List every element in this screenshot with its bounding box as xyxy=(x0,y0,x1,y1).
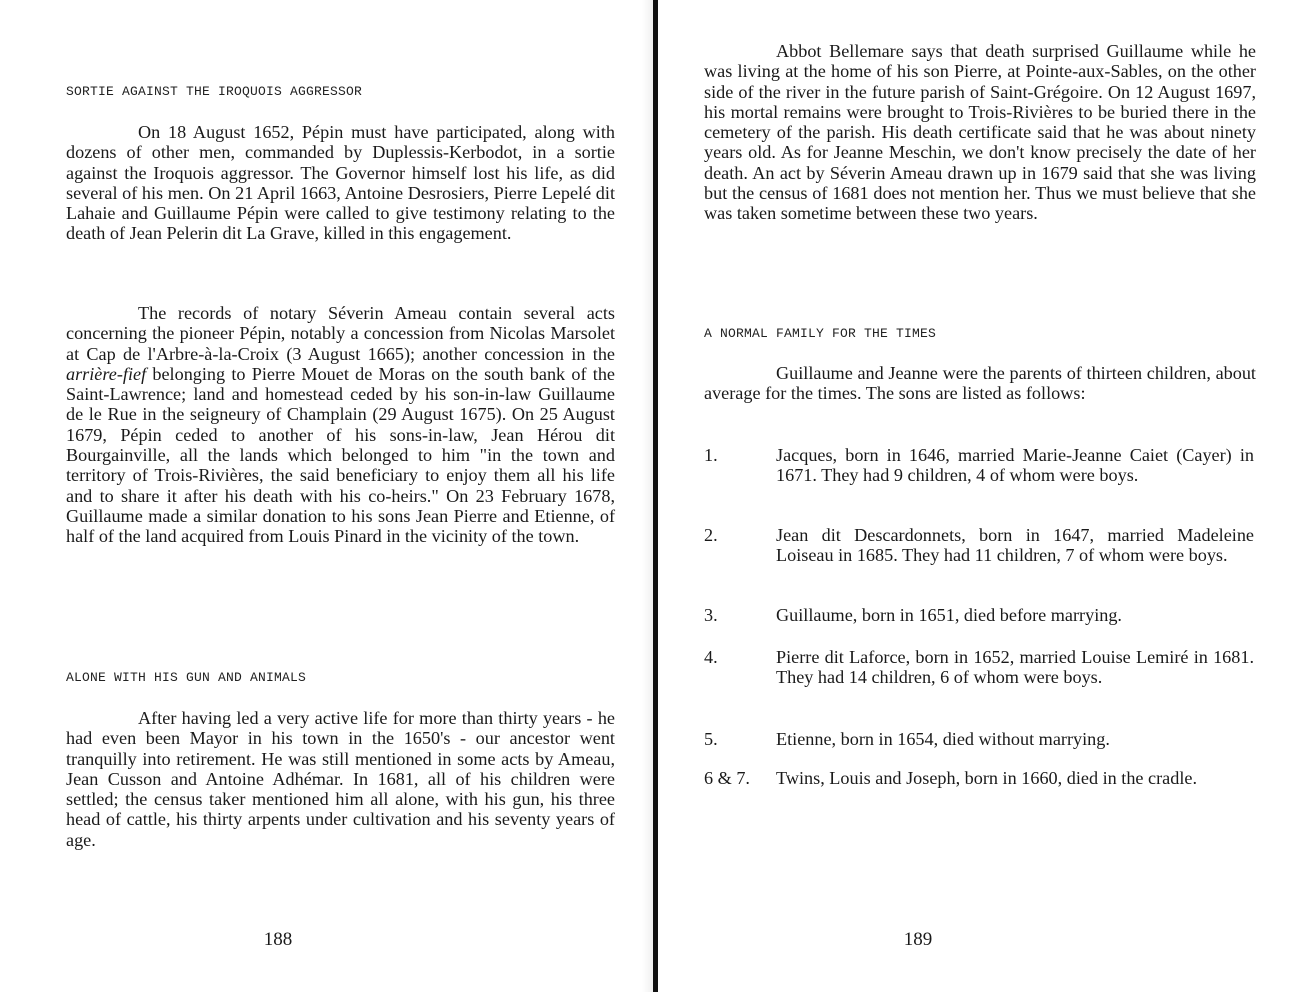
paragraph-records xyxy=(66,303,615,547)
paragraph-records-text-b: belonging to Pierre Mouet de Moras on the south bank of the Saint-Lawrence; land and homestead ceded by his son-in-law Guillaume de le Rue in the seigneury of Champlain (29 August 1675). On 25 August 1679, Pépin ceded to another of his sons-in-law, Jean Hérou dit Bourgainville, all the lands which belonged to him "in the town and territory of Trois-Rivières, the said beneficiary to enjoy them all his life and to share it after his death with his co-heirs." On 23 February 1678, Guillaume made a similar donation to his sons Jean Pierre and Etienne, of half of the land acquired from Louis Pinard in the vicinity of the town. xyxy=(66,363,615,547)
paragraph-retirement-text: After having led a very active life for more than thirty years - he had even been Mayor in his town in the 1650's - our ancestor went tranquilly into retirement. He was still mentioned in some acts by Ameau, Jean Cusson and Antoine Adhémar. In 1681, all of his children were settled; the census taker mentioned him all alone, with his gun, his three head of cattle, his thirty arpents under cultivation and his seventy years of age. xyxy=(66,708,615,850)
section-heading-family: A NORMAL FAMILY FOR THE TIMES xyxy=(704,326,937,341)
list-item-text: Twins, Louis and Joseph, born in 1660, died in the cradle. xyxy=(776,768,1198,788)
paragraph-sortie-text: On 18 August 1652, Pépin must have participated, along with dozens of other men, commanded by Duplessis-Kerbodot, in a sortie against the Iroquois aggressor. The Governor himself lost his life, as did several of his men. On 21 April 1663, Antoine Desrosiers, Pierre Lepelé dit Lahaie and Guillaume Pépin were called to give testimony relating to the death of Jean Pelerin dit La Grave, killed in this engagement. xyxy=(66,122,615,244)
list-item-text: Pierre dit Laforce, born in 1652, married Louise Lemiré in 1681. They had 14 children, 6 of whom were boys. xyxy=(776,647,1254,688)
paragraph-death xyxy=(704,41,1256,224)
list-item-text: Jacques, born in 1646, married Marie-Jeanne Caiet (Cayer) in 1671. They had 9 children, 4 of whom were boys. xyxy=(776,445,1254,486)
page-number-left: 188 xyxy=(263,929,293,950)
book-gutter xyxy=(653,0,658,992)
left-page xyxy=(0,0,645,992)
page-number-right: 189 xyxy=(903,929,933,950)
paragraph-records-text-a: The records of notary Séverin Ameau contain several acts concerning the pioneer Pépin, notably a concession from Nicolas Marsolet at Cap de l'Arbre-à-la-Croix (3 August 1665); another concession in the xyxy=(66,303,615,364)
list-item-number: 5. xyxy=(704,729,718,749)
list-item-number: 4. xyxy=(704,647,718,667)
list-item-number: 2. xyxy=(704,525,718,545)
list-item-number: 3. xyxy=(704,605,718,625)
paragraph-retirement xyxy=(66,708,615,850)
section-heading-sortie: SORTIE AGAINST THE IROQUOIS AGGRESSOR xyxy=(66,84,363,99)
paragraph-family-text: Guillaume and Jeanne were the parents of thirteen children, about average for the times. The sons are listed as follows: xyxy=(704,363,1256,404)
list-item-number: 1. xyxy=(704,445,718,465)
right-page xyxy=(662,0,1292,992)
list-item-number: 6 & 7. xyxy=(704,768,750,788)
paragraph-death-text: Abbot Bellemare says that death surprised Guillaume while he was living at the home of his son Pierre, at Pointe-aux-Sables, on the other side of the river in the future parish of Saint-Grégoire. On 12 August 1697, his mortal remains were brought to Trois-Rivières to be buried there in the cemetery of the parish. His death certificate said that he was about ninety years old. As for Jeanne Meschin, we don't know precisely the date of her death. An act by Séverin Ameau drawn up in 1679 said that she was living but the census of 1681 does not mention her. Thus we must believe that she was taken sometime between these two years. xyxy=(704,41,1256,224)
paragraph-sortie xyxy=(66,122,615,244)
list-item-text: Guillaume, born in 1651, died before marrying. xyxy=(776,605,1122,625)
section-heading-alone: ALONE WITH HIS GUN AND ANIMALS xyxy=(66,670,307,685)
paragraph-records-italic: arrière-fief xyxy=(66,363,147,384)
paragraph-family xyxy=(704,363,1256,404)
list-item-text: Etienne, born in 1654, died without marrying. xyxy=(776,729,1110,749)
list-item-text: Jean dit Descardonnets, born in 1647, married Madeleine Loiseau in 1685. They had 11 children, 7 of whom were boys. xyxy=(776,525,1254,566)
